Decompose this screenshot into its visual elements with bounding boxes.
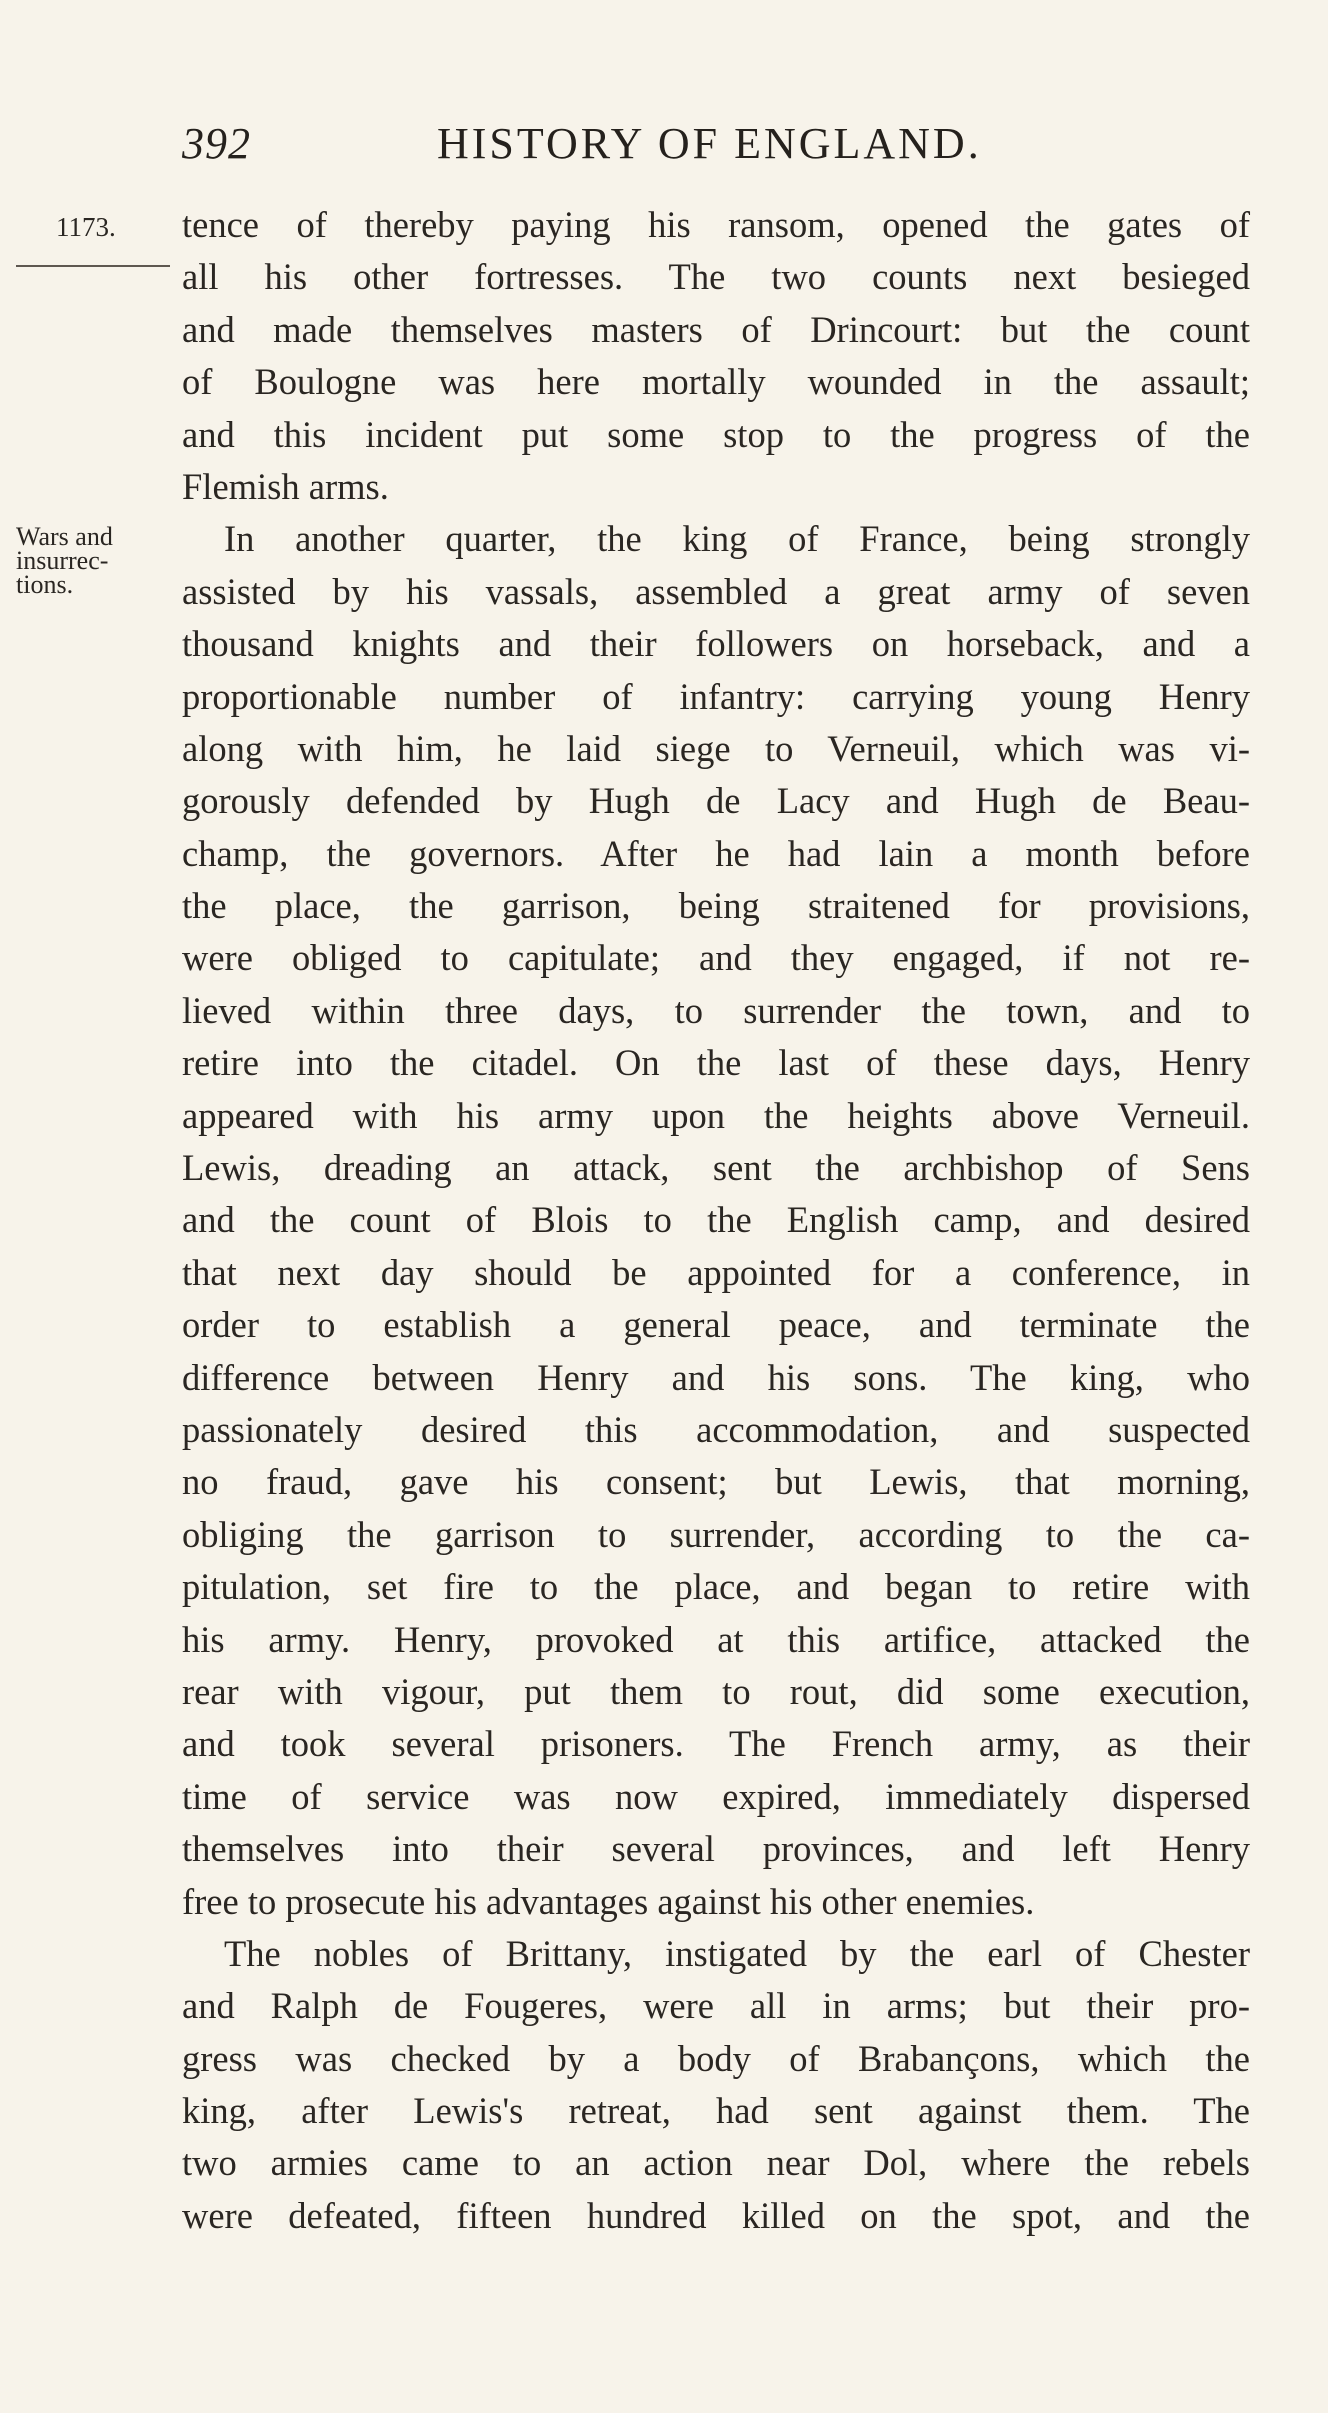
margin-sidenote [16,522,176,599]
page-header [182,118,1272,178]
text-line: all his other fortresses. The two counts next besieged [182,256,1250,298]
text-line: rear with vigour, put them to rout, did some execution, [182,1670,1250,1712]
text-line: no fraud, gave his consent; but Lewis, that morning, [182,1461,1250,1503]
text-line: obliging the garrison to surrender, according to the ca- [182,1513,1250,1555]
text-line: gorously defended by Hugh de Lacy and Hugh de Beau- [182,780,1250,822]
text-line: free to prosecute his advantages against his other enemies. [182,1880,1035,1922]
margin-rule [16,265,170,267]
text-line: themselves into their several provinces, and left Henry [182,1828,1250,1870]
body-text [182,199,1250,2242]
text-line: tence of thereby paying his ransom, opened the gates of [182,204,1250,245]
text-line: and Ralph de Fougeres, were all in arms; but their pro- [182,1985,1250,2027]
text-line: gress was checked by a body of Brabançons, which the [182,2037,1250,2079]
text-line: thousand knights and their followers on horseback, and a [182,623,1250,665]
text-line: his army. Henry, provoked at this artifice, attacked the [182,1618,1250,1660]
margin-year: 1173. [56,212,116,242]
text-line: order to establish a general peace, and terminate the [182,1304,1250,1346]
text-line: In another quarter, the king of France, being strongly [224,518,1250,560]
text-line: champ, the governors. After he had lain a month before [182,832,1250,874]
text-line: appeared with his army upon the heights above Verneuil. [182,1094,1250,1136]
text-line: and took several prisoners. The French army, as their [182,1723,1250,1765]
page-number: 392 [182,119,251,168]
text-line: passionately desired this accommodation, and suspected [182,1408,1250,1450]
text-line: assisted by his vassals, assembled a great army of seven [182,570,1250,612]
text-line: retire into the citadel. On the last of these days, Henry [182,1042,1250,1084]
running-title: HISTORY OF ENGLAND. [437,119,982,168]
text-line: along with him, he laid siege to Verneuil, which was vi- [182,727,1250,769]
text-line: that next day should be appointed for a conference, in [182,1251,1250,1293]
text-line: king, after Lewis's retreat, had sent against them. The [182,2090,1250,2132]
text-line: Lewis, dreading an attack, sent the archbishop of Sens [182,1147,1250,1189]
text-line: were defeated, fifteen hundred killed on the spot, and the [182,2194,1250,2236]
text-line: pitulation, set fire to the place, and began to retire with [182,1566,1250,1608]
text-line: and made themselves masters of Drincourt: but the count [182,308,1250,350]
text-line: and this incident put some stop to the progress of the [182,413,1250,455]
text-line: lieved within three days, to surrender the town, and to [182,989,1250,1031]
text-line: Flemish arms. [182,465,389,507]
text-line: proportionable number of infantry: carrying young Henry [182,675,1250,717]
sidenote-line: insurrec- [16,546,109,575]
text-line: The nobles of Brittany, instigated by the earl of Chester [224,1932,1250,1974]
text-line: time of service was now expired, immediately dispersed [182,1775,1250,1817]
text-line: the place, the garrison, being straitened for provisions, [182,885,1250,927]
text-line: were obliged to capitulate; and they engaged, if not re- [182,937,1250,979]
text-line: and the count of Blois to the English camp, and desired [182,1199,1250,1241]
sidenote-line: tions. [16,570,74,599]
text-line: difference between Henry and his sons. The king, who [182,1356,1250,1398]
text-line: two armies came to an action near Dol, where the rebels [182,2142,1250,2184]
text-line: of Boulogne was here mortally wounded in the assault; [182,361,1250,403]
sidenote-line: Wars and [16,522,113,551]
